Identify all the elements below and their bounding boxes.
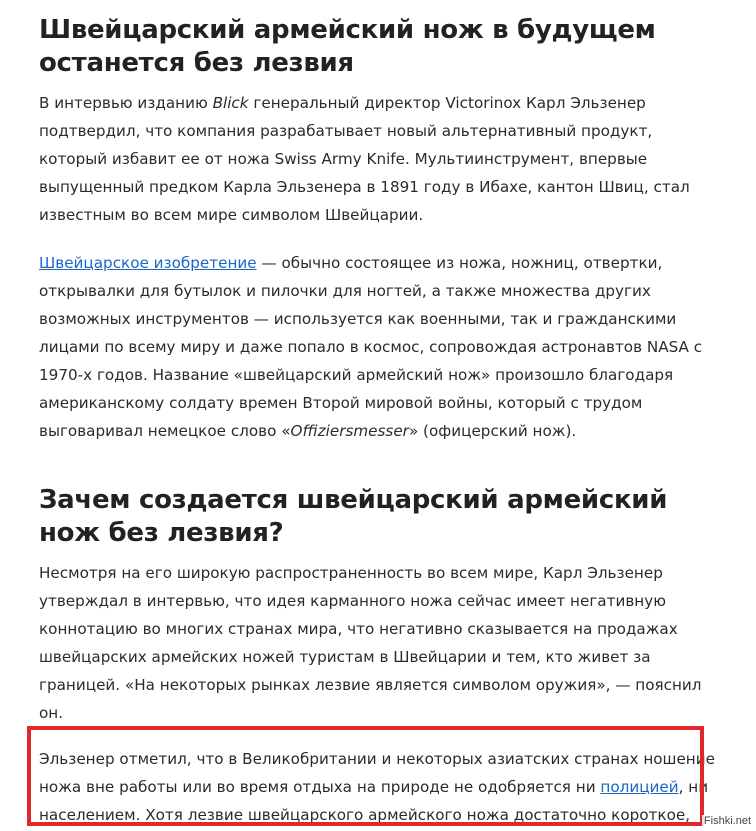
section-heading: Зачем создается швейцарский армейский нож без лезвия?: [39, 485, 668, 548]
paragraph-highlighted: [39, 745, 719, 829]
article-title: Швейцарский армейский нож в будущем останется без лезвия: [39, 15, 656, 78]
paragraph-text: В интервью изданию: [39, 94, 213, 112]
paragraph-invention: [39, 249, 719, 445]
paragraph-intro: [39, 89, 719, 229]
paragraph-text: Эльзенер отметил, что в Великобритании и некоторых азиатских странах ношение ножа вне работы или во время отдыха на природе не одобряется ни: [39, 750, 715, 796]
police-link[interactable]: полицией: [600, 778, 679, 796]
paragraph-text: » (офицерский нож).: [408, 422, 577, 440]
german-word: Offiziersmesser: [290, 422, 409, 440]
paragraph-text: — обычно состоящее из ножа, ножниц, отвертки, открывалки для бутылок и пилочки для ногтей, а также множества других возможных инструментов — используется как военными, так и гражданскими лицами по всему миру и даже попало в космос, сопровождая астронавтов NASA с 1970-х годов. Название «швейцарский армейский нож» произошло благодаря американскому солдату времен Второй мировой войны, который с трудом выговаривал немецкое слово «: [39, 254, 703, 440]
watermark-logo: Fishki.net: [703, 815, 751, 827]
swiss-invention-link[interactable]: Швейцарское изобретение: [39, 254, 257, 272]
publication-name: Blick: [212, 94, 249, 112]
paragraph-reason: Несмотря на его широкую распространенность во всем мире, Карл Эльзенер утверждал в интервью, что идея карманного ножа сейчас имеет негативную коннотацию во многих странах мира, что негативно сказывается на продажах швейцарских армейских ножей туристам в Швейцарии и тем, кто живет за границей. «На некоторых рынках лезвие является символом оружия», — пояснил он.: [39, 564, 702, 722]
paragraph-text: , ни населением. Хотя лезвие швейцарского армейского ножа достаточно короткое,: [39, 778, 709, 824]
paragraph-text: генеральный директор Victorinox Карл Эльзенер подтвердил, что компания разрабатывает новый альтернативный продукт, который избавит ее от ножа Swiss Army Knife. Мультиинструмент, впервые выпущенный предком Карла Эльзенера в 1891 году в Ибахе, кантон Швиц, стал известным во всем мире символом Швейцарии.: [39, 94, 690, 224]
